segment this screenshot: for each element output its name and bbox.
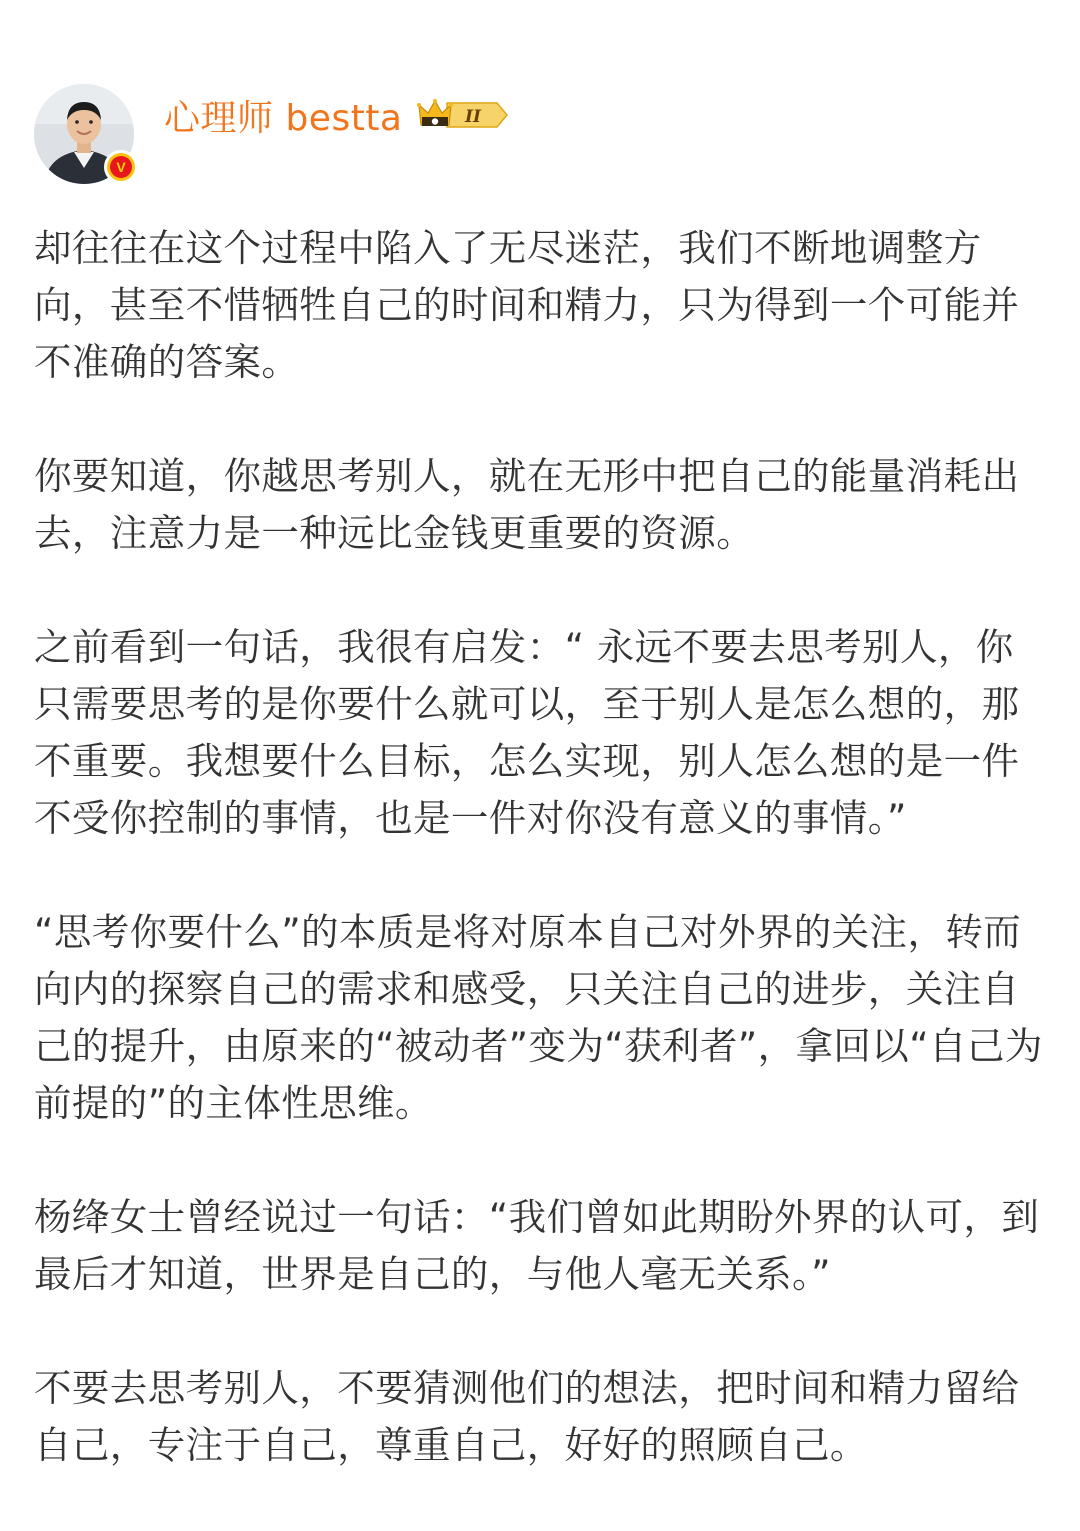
vip-level-text: II [464, 107, 481, 127]
verified-v-icon: V [110, 156, 132, 178]
post-paragraph: 杨绛女士曾经说过一句话：“我们曾如此期盼外界的认可，到最后才知道，世界是自己的，与他人毫无关系。” [34, 1195, 1040, 1296]
post-paragraph: “思考你要什么”的本质是将对原本自己对外界的关注，转而向内的探察自己的需求和感受，只关注自己的进步，关注自己的提升，由原来的“被动者”变为“获利者”，拿回以“自己为前提的”的主体性思维。 [34, 910, 1043, 1125]
crown-level-badge-icon[interactable] [417, 97, 509, 133]
author-name[interactable]: 心理师 bestta [164, 97, 403, 139]
verified-badge [104, 150, 138, 184]
avatar-container[interactable] [34, 84, 134, 184]
post-paragraph: 却往往在这个过程中陷入了无尽迷茫，我们不断地调整方向，甚至不惜牺牲自己的时间和精力，只为得到一个可能并不准确的答案。 [34, 226, 1020, 384]
post-paragraph: 你要知道，你越思考别人，就在无形中把自己的能量消耗出去，注意力是一种远比金钱更重要的资源。 [34, 454, 1020, 555]
post-paragraph: 不要去思考别人，不要猜测他们的想法，把时间和精力留给自己，专注于自己，尊重自己，好好的照顾自己。 [34, 1366, 1020, 1467]
author-row [164, 90, 509, 140]
post-paragraph: 之前看到一句话，我很有启发：“ 永远不要去思考别人，你只需要思考的是你要什么就可以，至于别人是怎么想的，那不重要。我想要什么目标，怎么实现，别人怎么想的是一件不受你控制的事情，也是一件对你没有意义的事情。” [34, 625, 1020, 840]
post-body [34, 220, 1044, 1531]
post-header [34, 84, 1034, 188]
